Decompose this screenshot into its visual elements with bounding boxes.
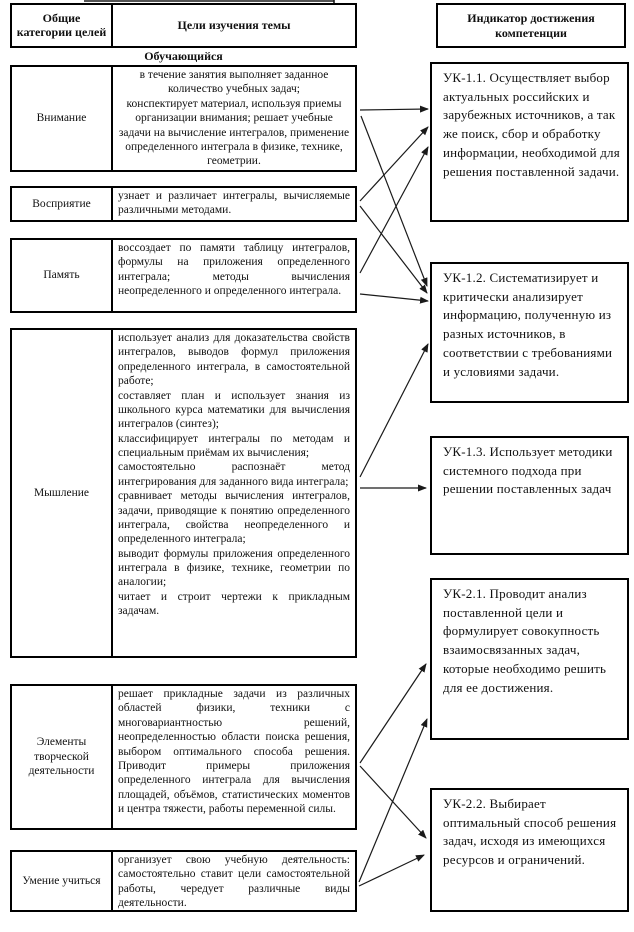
indicator-text: УК-2.1. Проводит анализ поставленной цели и формулирует совокупность взаимосвязанных задач, которые необходимо решить для ее достижения. (443, 586, 607, 695)
goal-cell-attention (113, 67, 355, 170)
arrow-memory-to-uk-1-2 (360, 294, 428, 301)
arrow-learning-to-uk-2-1 (359, 719, 427, 882)
category-label-memory: Память (12, 240, 113, 311)
category-column-header: Общие категории целей (12, 5, 113, 46)
goal-cell-learning (113, 852, 355, 910)
goal-cell-creative (113, 686, 355, 828)
category-label-thinking: Мышление (12, 330, 113, 656)
goal-paragraph: самостоятельно распознаёт метод интегрирования для заданного вида интеграла; (118, 461, 350, 488)
goal-paragraph: узнает и различает интегралы, вычисляемые различными методами. (118, 190, 350, 217)
category-row-creative (10, 684, 357, 830)
goal-paragraph: выводит формулы приложения определенного интеграла в физике, технике, геометрии по аналогии; (118, 547, 350, 589)
goal-paragraph: воссоздает по памяти таблицу интегралов, формулы на приложения определенного интеграла; методы вычисления неопределенного и определенного интеграла. (118, 242, 350, 298)
arrow-thinking-to-uk-1-2 (360, 344, 428, 477)
category-label-attention: Внимание (12, 67, 113, 170)
category-row-thinking (10, 328, 357, 658)
goal-cell-memory (113, 240, 355, 311)
indicator-text: УК-2.2. Выбирает оптимальный способ решения задач, исходя из имеющихся ресурсов и ограничений. (443, 796, 617, 868)
arrow-creative-to-uk-2-2 (360, 766, 426, 838)
indicator-box-uk-1-2 (430, 262, 629, 403)
topic-goals-column-header: Цели изучения темы (177, 17, 291, 32)
goal-paragraph: классифицирует интегралы по методам и специальным приёмам их вычисления; (118, 432, 350, 459)
arrow-perception-to-uk-1-1 (360, 127, 428, 201)
indicator-text: УК-1.3. Использует методики системного подхода при решении поставленных задач (443, 444, 613, 497)
goal-paragraph: в течение занятия выполняет заданное количество учебных задач; (139, 69, 329, 96)
left-table-header (10, 3, 357, 48)
category-row-learning (10, 850, 357, 912)
goal-paragraph: составляет план и использует знания из школьного курса математики для вычисления интегралов (синтез); (118, 389, 350, 431)
arrow-creative-to-uk-2-1 (360, 664, 426, 763)
arrow-learning-to-uk-2-2 (359, 855, 424, 886)
indicator-text: УК-1.2. Систематизирует и критически анализирует информацию, полученную из разных источников, в соответствии с требованиями и условиями задачи. (443, 270, 613, 379)
indicator-box-uk-1-3 (430, 436, 629, 555)
goal-paragraph: организует свою учебную деятельность: самостоятельно ставит цели самостоятельной работы, чередует различные виды деятельности. (118, 854, 350, 910)
arrow-attention-to-uk-1-2 (361, 116, 427, 286)
category-label-perception: Восприятие (12, 188, 113, 220)
goal-cell-perception (113, 188, 355, 220)
goal-paragraph: читает и строит чертежи к прикладным задачам. (118, 590, 350, 618)
indicator-box-uk-2-1 (430, 578, 629, 740)
arrow-perception-to-uk-1-2 (360, 206, 427, 293)
goal-paragraph: решает прикладные задачи из различных областей физики, техники с многовариантностью решений, неопределенностью области поиска решения, выбором оптимального способа решения. Приводит примеры приложения определенного интеграла для вычисления площадей, объёмов, статистических моментов и центра тяжести, работы переменной силы. (118, 688, 350, 815)
indicator-box-uk-2-2 (430, 788, 629, 912)
category-row-attention (10, 65, 357, 172)
goal-paragraph: использует анализ для доказательства свойств интегралов, выводов формул приложения определенного интеграла, в самостоятельной работе; (118, 332, 350, 388)
goal-cell-thinking (113, 330, 355, 656)
category-label-learning: Умение учиться (12, 852, 113, 910)
arrow-memory-to-uk-1-1 (360, 147, 428, 273)
goal-paragraph: сравнивает методы вычисления интегралов, задачи, приводящие к понятию определенного интеграла, свойства неопределенного и определенного интеграла; (118, 490, 350, 546)
category-label-creative: Элементы творческой деятельности (12, 686, 113, 828)
category-row-memory (10, 238, 357, 313)
category-row-perception (10, 186, 357, 222)
indicator-box-uk-1-1 (430, 62, 629, 222)
arrow-attention-to-uk-1-1 (360, 109, 428, 110)
indicator-text: УК-1.1. Осуществляет выбор актуальных российских и зарубежных источников, а так же поиск, сбор и обработку информации, необходимой для решения поставленной задачи. (443, 70, 620, 179)
indicator-column-header: Индикатор достижения компетенции (436, 3, 626, 48)
subject-band: Обучающийся (144, 49, 223, 63)
goal-paragraph: конспектирует материал, используя приемы организации внимания; решает учебные задачи на вычисление интегралов, применение определенного интеграла в физике, технике, геометрии. (118, 97, 350, 168)
